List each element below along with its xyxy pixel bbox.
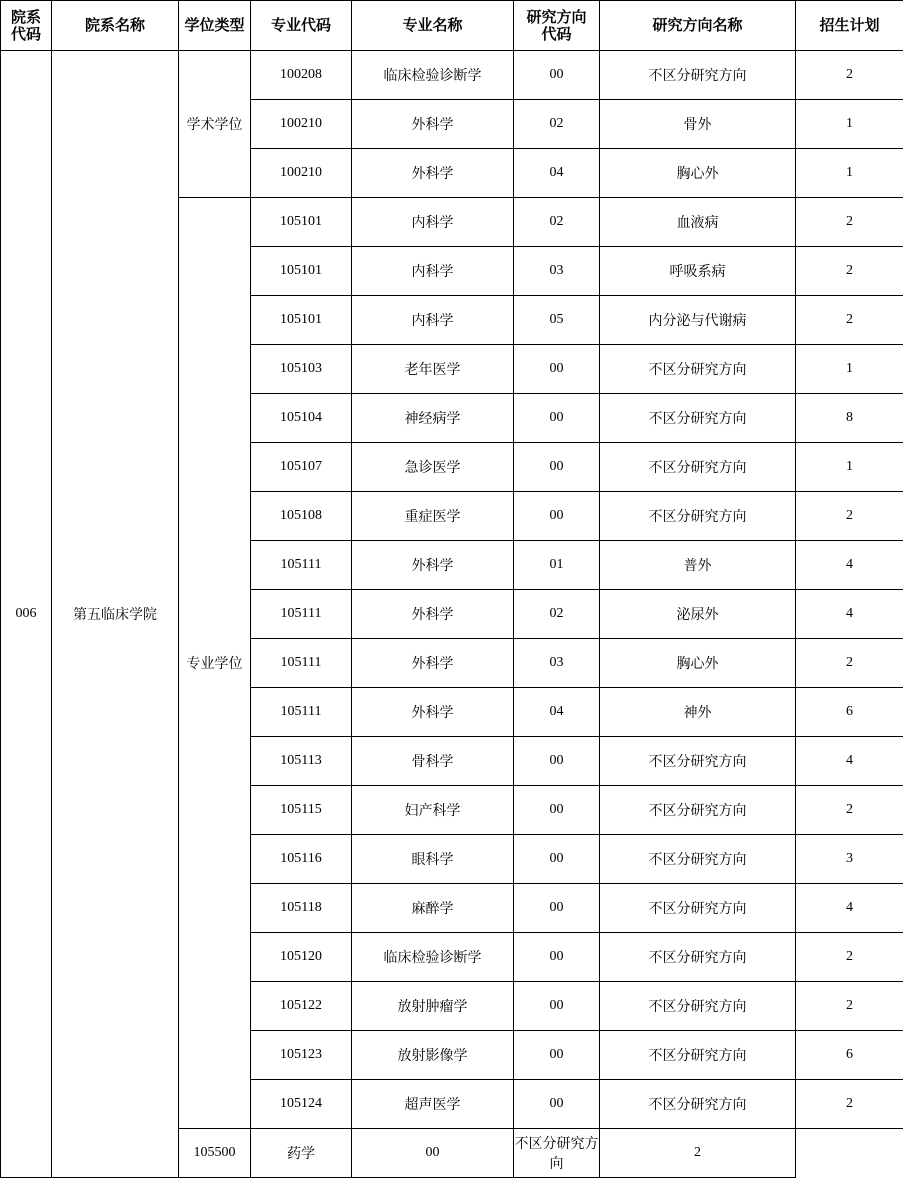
header-dept-code: 院系代码 — [1, 1, 52, 51]
direction-code-cell: 03 — [514, 639, 600, 688]
direction-name-cell: 不区分研究方向 — [600, 835, 796, 884]
major-code-cell: 105101 — [251, 247, 352, 296]
direction-code-cell: 00 — [514, 786, 600, 835]
direction-code-cell: 05 — [514, 296, 600, 345]
major-name-cell: 临床检验诊断学 — [352, 51, 514, 100]
major-code-cell: 105123 — [251, 1031, 352, 1080]
major-code-cell: 105107 — [251, 443, 352, 492]
header-degree-type: 学位类型 — [179, 1, 251, 51]
major-name-cell: 放射影像学 — [352, 1031, 514, 1080]
plan-cell: 3 — [796, 835, 903, 884]
plan-cell: 2 — [796, 1080, 903, 1129]
direction-name-cell: 内分泌与代谢病 — [600, 296, 796, 345]
plan-cell: 4 — [796, 541, 903, 590]
major-code-cell: 105101 — [251, 296, 352, 345]
direction-name-cell: 泌尿外 — [600, 590, 796, 639]
plan-cell: 1 — [796, 100, 903, 149]
major-name-cell: 麻醉学 — [352, 884, 514, 933]
header-major-code: 专业代码 — [251, 1, 352, 51]
major-code-cell: 105118 — [251, 884, 352, 933]
dept-name-cell: 第五临床学院 — [52, 51, 179, 1178]
direction-name-cell: 不区分研究方向 — [600, 345, 796, 394]
major-name-cell: 外科学 — [352, 688, 514, 737]
direction-code-cell: 02 — [514, 100, 600, 149]
direction-name-cell: 普外 — [600, 541, 796, 590]
direction-code-cell: 02 — [514, 590, 600, 639]
direction-name-cell: 不区分研究方向 — [600, 492, 796, 541]
plan-cell: 2 — [796, 786, 903, 835]
major-name-cell: 内科学 — [352, 296, 514, 345]
major-code-cell: 105103 — [251, 345, 352, 394]
plan-cell: 6 — [796, 688, 903, 737]
major-name-cell: 急诊医学 — [352, 443, 514, 492]
plan-cell: 1 — [796, 149, 903, 198]
header-major-name: 专业名称 — [352, 1, 514, 51]
major-name-cell: 重症医学 — [352, 492, 514, 541]
direction-name-cell: 骨外 — [600, 100, 796, 149]
plan-cell: 8 — [796, 394, 903, 443]
plan-cell: 2 — [796, 639, 903, 688]
direction-name-cell: 不区分研究方向 — [600, 443, 796, 492]
direction-name-cell: 不区分研究方向 — [600, 884, 796, 933]
direction-code-cell: 00 — [514, 51, 600, 100]
direction-code-cell: 02 — [514, 198, 600, 247]
major-code-cell: 105115 — [251, 786, 352, 835]
direction-name-cell: 不区分研究方向 — [600, 933, 796, 982]
table-row — [1, 51, 903, 100]
direction-code-cell: 04 — [514, 149, 600, 198]
direction-name-cell: 胸心外 — [600, 149, 796, 198]
plan-cell: 2 — [796, 247, 903, 296]
direction-name-cell: 呼吸系病 — [600, 247, 796, 296]
direction-code-cell: 00 — [514, 394, 600, 443]
direction-code-cell: 04 — [514, 688, 600, 737]
major-code-cell: 105111 — [251, 688, 352, 737]
major-name-cell: 眼科学 — [352, 835, 514, 884]
direction-name-cell: 不区分研究方向 — [600, 1031, 796, 1080]
direction-code-cell: 03 — [514, 247, 600, 296]
plan-cell: 1 — [796, 345, 903, 394]
plan-cell: 2 — [796, 296, 903, 345]
major-code-cell: 100208 — [251, 51, 352, 100]
direction-code-cell: 00 — [514, 737, 600, 786]
major-name-cell: 内科学 — [352, 198, 514, 247]
major-code-cell: 105122 — [251, 982, 352, 1031]
major-code-cell: 105111 — [251, 590, 352, 639]
plan-cell: 2 — [796, 51, 903, 100]
direction-code-cell: 00 — [514, 1080, 600, 1129]
major-name-cell: 外科学 — [352, 149, 514, 198]
direction-name-cell: 神外 — [600, 688, 796, 737]
direction-code-cell: 00 — [514, 443, 600, 492]
major-code-cell: 105116 — [251, 835, 352, 884]
major-name-cell: 外科学 — [352, 100, 514, 149]
major-name-cell: 内科学 — [352, 247, 514, 296]
header-dept-name: 院系名称 — [52, 1, 179, 51]
major-code-cell: 100210 — [251, 149, 352, 198]
direction-name-cell: 不区分研究方向 — [600, 394, 796, 443]
table-body — [1, 51, 903, 1178]
major-code-cell: 105104 — [251, 394, 352, 443]
direction-name-cell: 不区分研究方向 — [600, 51, 796, 100]
direction-code-cell: 00 — [514, 492, 600, 541]
major-code-cell: 105111 — [251, 639, 352, 688]
major-name-cell: 外科学 — [352, 590, 514, 639]
major-name-cell: 骨科学 — [352, 737, 514, 786]
header-direction-name: 研究方向名称 — [600, 1, 796, 51]
direction-code-cell: 00 — [514, 835, 600, 884]
major-code-cell: 105113 — [251, 737, 352, 786]
plan-cell: 4 — [796, 884, 903, 933]
direction-code-cell: 00 — [352, 1129, 514, 1178]
major-name-cell: 神经病学 — [352, 394, 514, 443]
direction-code-cell: 00 — [514, 345, 600, 394]
major-name-cell: 放射肿瘤学 — [352, 982, 514, 1031]
major-name-cell: 超声医学 — [352, 1080, 514, 1129]
direction-code-cell: 00 — [514, 982, 600, 1031]
major-code-cell: 105120 — [251, 933, 352, 982]
major-code-cell: 105101 — [251, 198, 352, 247]
plan-cell: 2 — [796, 198, 903, 247]
major-name-cell: 妇产科学 — [352, 786, 514, 835]
direction-code-cell: 01 — [514, 541, 600, 590]
major-code-cell: 105111 — [251, 541, 352, 590]
major-name-cell: 外科学 — [352, 541, 514, 590]
direction-name-cell: 不区分研究方向 — [600, 737, 796, 786]
plan-cell: 2 — [796, 982, 903, 1031]
plan-cell: 4 — [796, 590, 903, 639]
plan-cell: 2 — [600, 1129, 796, 1178]
direction-code-cell: 00 — [514, 1031, 600, 1080]
major-name-cell: 外科学 — [352, 639, 514, 688]
dept-code-cell: 006 — [1, 51, 52, 1178]
major-code-cell: 105124 — [251, 1080, 352, 1129]
direction-code-cell: 00 — [514, 933, 600, 982]
direction-code-cell: 00 — [514, 884, 600, 933]
direction-name-cell: 血液病 — [600, 198, 796, 247]
plan-cell: 6 — [796, 1031, 903, 1080]
major-code-cell: 105108 — [251, 492, 352, 541]
major-code-cell: 100210 — [251, 100, 352, 149]
degree-type-cell: 专业学位 — [179, 198, 251, 1129]
direction-name-cell: 胸心外 — [600, 639, 796, 688]
direction-name-cell: 不区分研究方向 — [514, 1129, 600, 1178]
major-name-cell: 临床检验诊断学 — [352, 933, 514, 982]
direction-name-cell: 不区分研究方向 — [600, 786, 796, 835]
plan-cell: 2 — [796, 492, 903, 541]
plan-cell: 2 — [796, 933, 903, 982]
plan-cell: 4 — [796, 737, 903, 786]
header-row — [1, 1, 903, 51]
degree-type-cell: 学术学位 — [179, 51, 251, 198]
major-name-cell: 药学 — [251, 1129, 352, 1178]
header-direction-code: 研究方向代码 — [514, 1, 600, 51]
plan-cell: 1 — [796, 443, 903, 492]
major-code-cell: 105500 — [179, 1129, 251, 1178]
major-name-cell: 老年医学 — [352, 345, 514, 394]
direction-name-cell: 不区分研究方向 — [600, 1080, 796, 1129]
header-plan: 招生计划 — [796, 1, 903, 51]
direction-name-cell: 不区分研究方向 — [600, 982, 796, 1031]
